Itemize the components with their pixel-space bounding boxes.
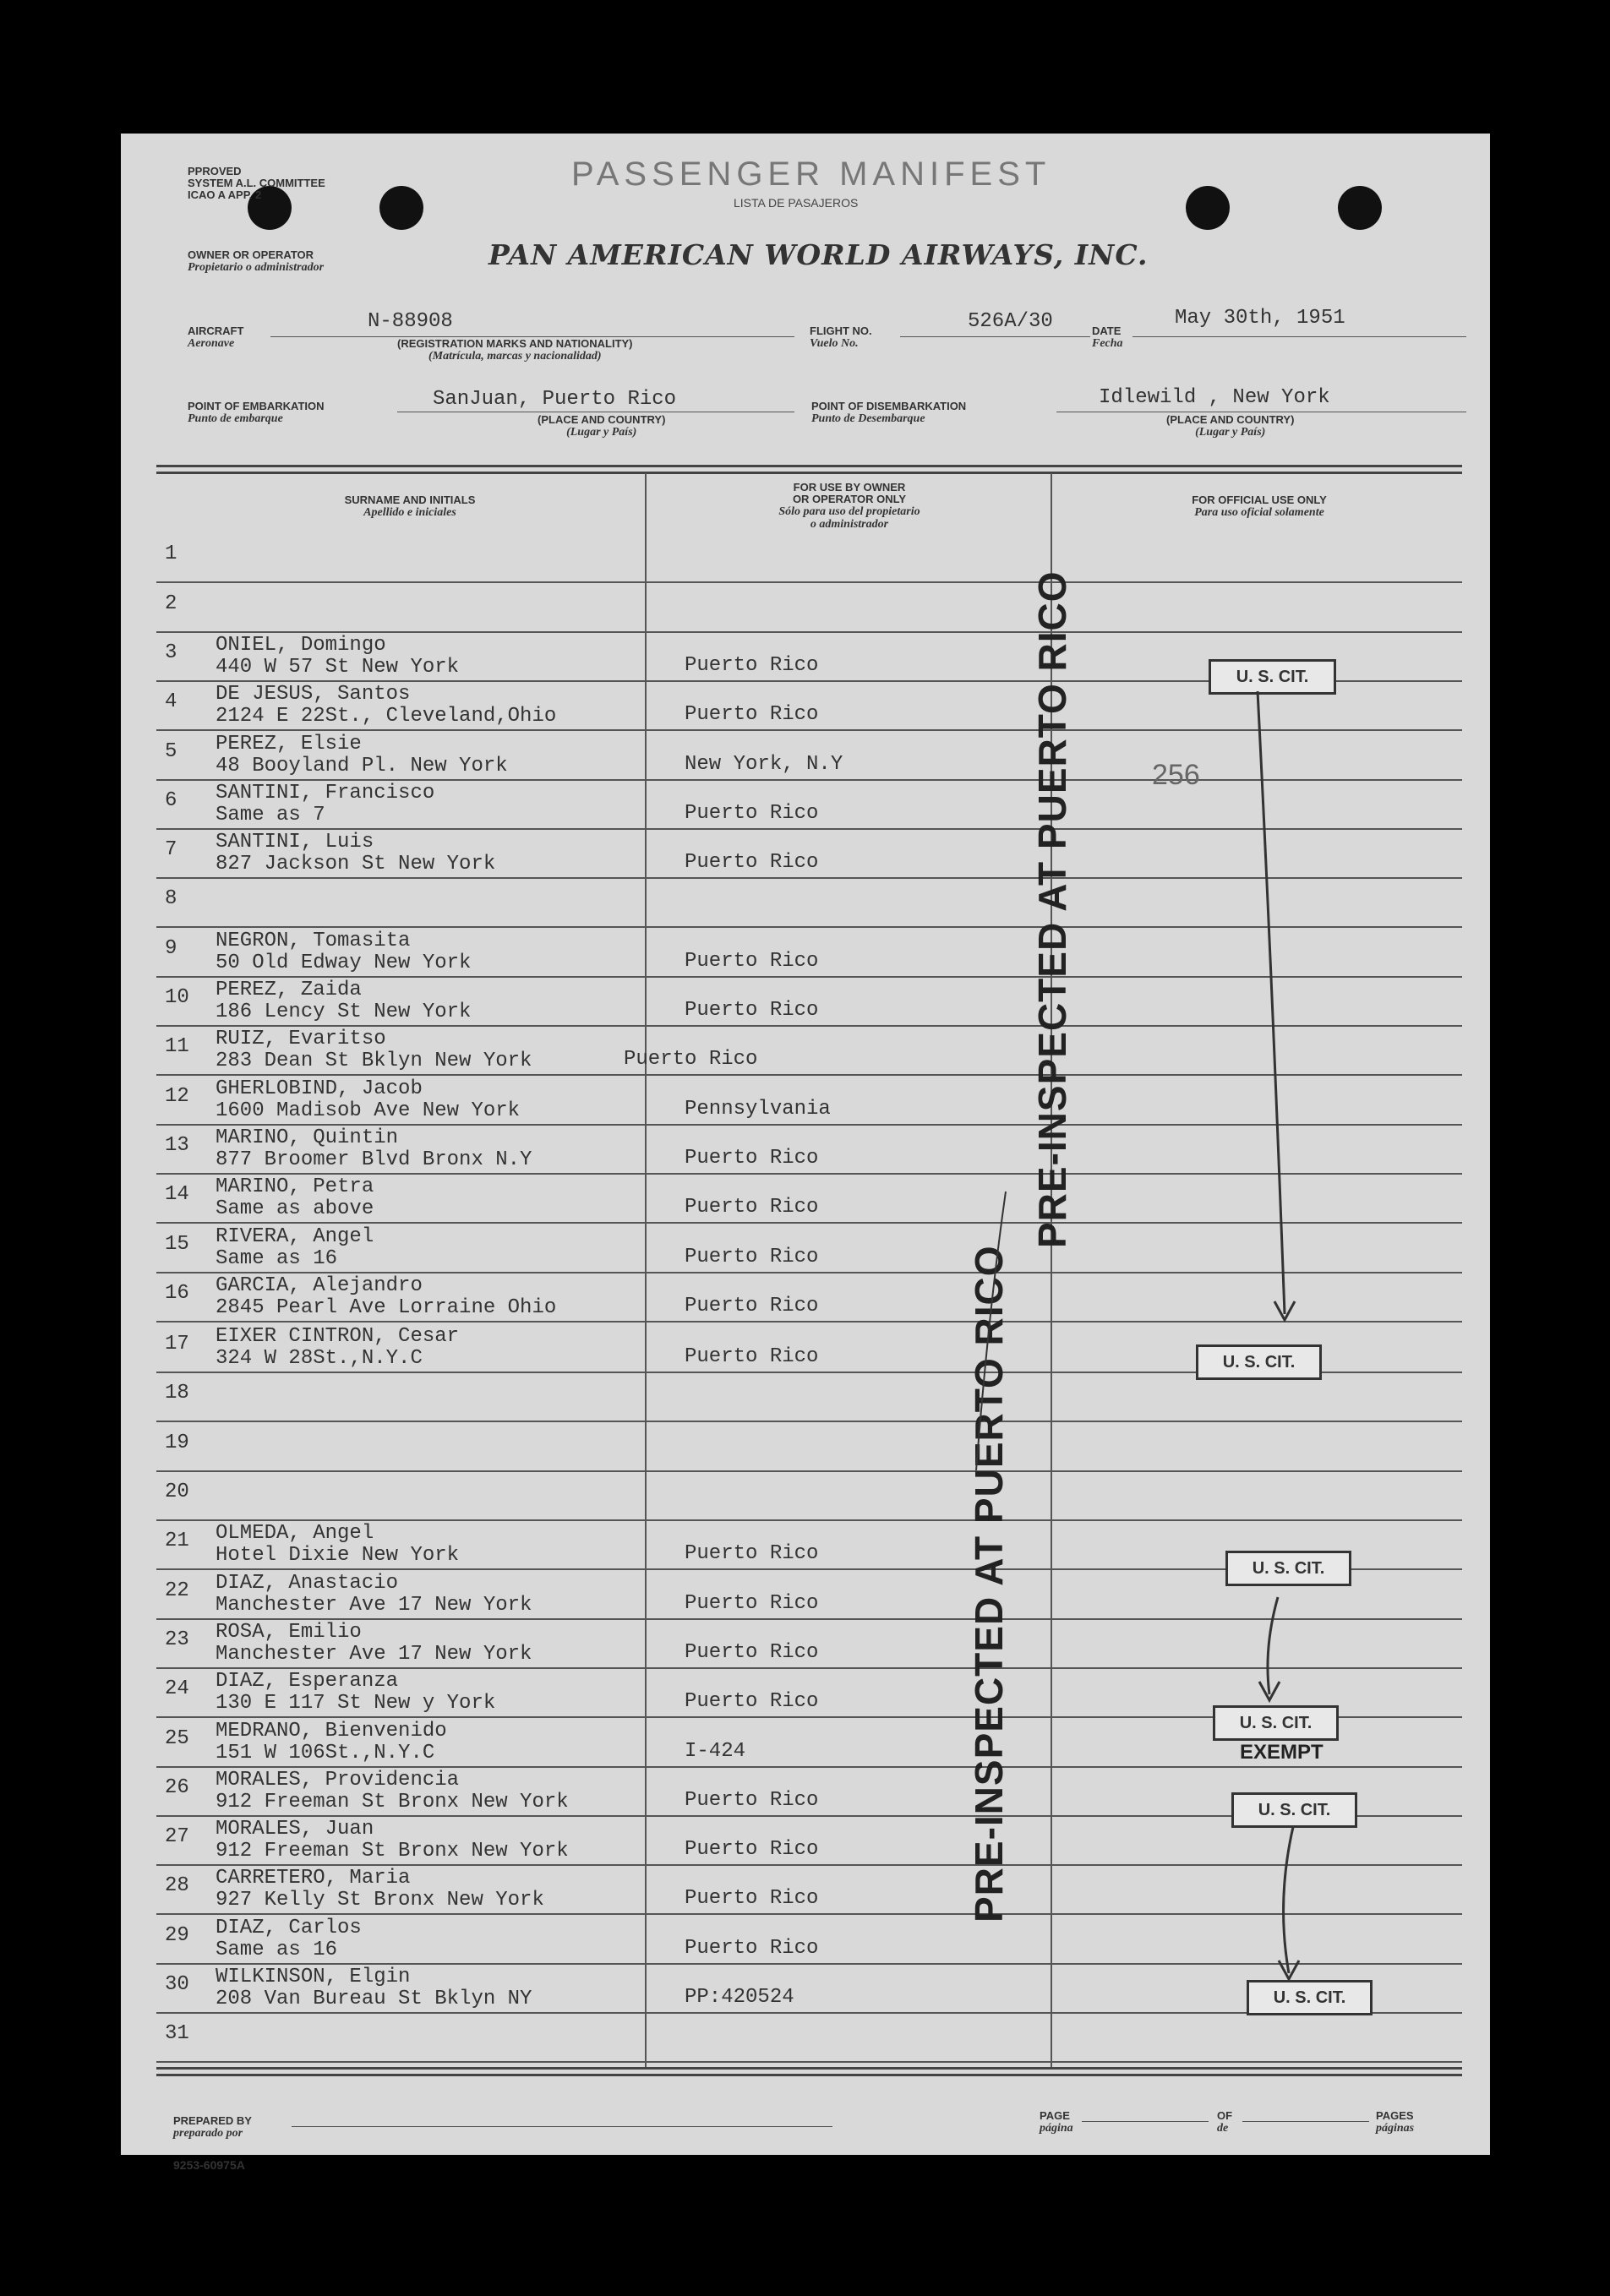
row-number: 31 bbox=[165, 2022, 189, 2045]
us-citizen-stamp: U. S. CIT. bbox=[1209, 659, 1336, 695]
passenger-address: Same as 7 bbox=[216, 804, 325, 826]
column-header-owner-es: Sólo para uso del propietario bbox=[778, 505, 920, 518]
row-number: 8 bbox=[165, 887, 177, 910]
passenger-origin: Puerto Rico bbox=[685, 1345, 819, 1368]
passenger-address: 2845 Pearl Ave Lorraine Ohio bbox=[216, 1296, 557, 1319]
exempt-stamp: EXEMPT bbox=[1240, 1741, 1323, 1764]
passenger-origin: Puerto Rico bbox=[685, 999, 819, 1022]
embark-label-es: Punto de embarque bbox=[188, 412, 283, 425]
prepared-by-label bbox=[173, 2115, 252, 2140]
preinspected-stamp: PRE-INSPECTED AT PUERTO RICO bbox=[1030, 570, 1074, 1248]
approval-line: SYSTEM A.L. COMMITTEE bbox=[188, 177, 325, 189]
passenger-name: SANTINI, Francisco bbox=[216, 782, 435, 804]
row-number: 13 bbox=[165, 1134, 189, 1157]
passenger-origin: Puerto Rico bbox=[685, 1295, 819, 1317]
column-header-owner-es: o administrador bbox=[810, 518, 889, 531]
preinspected-stamp: PRE-INSPECTED AT PUERTO RICO bbox=[967, 1245, 1011, 1922]
passenger-name: MORALES, Providencia bbox=[216, 1769, 460, 1792]
owner-label-en: OWNER OR OPERATOR bbox=[188, 248, 314, 261]
row-number: 3 bbox=[165, 641, 177, 664]
us-citizen-stamp: U. S. CIT. bbox=[1225, 1551, 1351, 1586]
passenger-name: NEGRON, Tomasita bbox=[216, 930, 411, 952]
passenger-address: 324 W 28St.,N.Y.C bbox=[216, 1347, 423, 1370]
passenger-origin: Puerto Rico bbox=[685, 654, 819, 677]
disembark-note-es: (Lugar y País) bbox=[1195, 426, 1266, 439]
embark-value: SanJuan, Puerto Rico bbox=[433, 388, 677, 411]
passenger-origin: PP:420524 bbox=[685, 1986, 794, 2009]
row-number: 18 bbox=[165, 1382, 189, 1404]
passenger-origin: Puerto Rico bbox=[624, 1048, 758, 1071]
passenger-origin: Puerto Rico bbox=[685, 950, 819, 973]
passenger-address: Hotel Dixie New York bbox=[216, 1544, 460, 1567]
passenger-origin: Puerto Rico bbox=[685, 1937, 819, 1960]
page-label-es: página bbox=[1040, 2122, 1073, 2135]
passenger-name: GHERLOBIND, Jacob bbox=[216, 1077, 423, 1100]
passenger-origin: I-424 bbox=[685, 1740, 746, 1763]
row-number: 30 bbox=[165, 1973, 189, 1996]
passenger-origin: Puerto Rico bbox=[685, 1592, 819, 1615]
row-number: 28 bbox=[165, 1874, 189, 1897]
passenger-name: CARRETERO, Maria bbox=[216, 1867, 411, 1890]
aircraft-label-es: Aeronave bbox=[188, 337, 235, 350]
passenger-origin: Puerto Rico bbox=[685, 1147, 819, 1170]
passenger-name: PEREZ, Zaida bbox=[216, 979, 362, 1001]
row-number: 6 bbox=[165, 789, 177, 812]
passenger-origin: Puerto Rico bbox=[685, 1887, 819, 1910]
passenger-name: DIAZ, Carlos bbox=[216, 1917, 362, 1939]
page-subtitle: LISTA DE PASAJEROS bbox=[734, 196, 859, 210]
row-number: 11 bbox=[165, 1035, 189, 1058]
owner-label-es: Propietario o administrador bbox=[188, 261, 325, 274]
form-number: 9253-60975A bbox=[173, 2158, 245, 2172]
column-header-owner-en: OR OPERATOR ONLY bbox=[792, 493, 907, 505]
date-label-es: Fecha bbox=[1092, 337, 1123, 350]
disembark-value: Idlewild , New York bbox=[1099, 386, 1330, 409]
passenger-origin: Puerto Rico bbox=[685, 802, 819, 825]
aircraft-note-es: (Matrícula, marcas y nacionalidad) bbox=[428, 350, 602, 363]
us-citizen-stamp: U. S. CIT. bbox=[1213, 1705, 1339, 1741]
pages-label bbox=[1376, 2110, 1414, 2135]
passenger-origin: Puerto Rico bbox=[685, 1196, 819, 1219]
date-label-en: DATE bbox=[1092, 324, 1122, 337]
passenger-address: Same as 16 bbox=[216, 1247, 338, 1270]
row-number: 19 bbox=[165, 1432, 189, 1454]
passenger-address: 283 Dean St Bklyn New York bbox=[216, 1050, 532, 1072]
row-number: 4 bbox=[165, 690, 177, 713]
row-number: 12 bbox=[165, 1085, 189, 1108]
aircraft-note-en: (REGISTRATION MARKS AND NATIONALITY) bbox=[397, 337, 633, 350]
date-value: May 30th, 1951 bbox=[1175, 307, 1345, 330]
column-header-official-en: FOR OFFICIAL USE ONLY bbox=[1192, 494, 1327, 506]
row-number: 5 bbox=[165, 740, 177, 763]
passenger-origin: Puerto Rico bbox=[685, 1690, 819, 1713]
row-number: 10 bbox=[165, 986, 189, 1009]
passenger-name: DIAZ, Anastacio bbox=[216, 1572, 399, 1595]
passenger-address: 1600 Madisob Ave New York bbox=[216, 1099, 521, 1122]
passenger-name: ROSA, Emilio bbox=[216, 1621, 362, 1644]
row-number: 16 bbox=[165, 1282, 189, 1305]
flight-label-en: FLIGHT NO. bbox=[810, 324, 872, 337]
airline-name: PAN AMERICAN WORLD AIRWAYS, INC. bbox=[488, 238, 1149, 271]
passenger-name: MARINO, Quintin bbox=[216, 1126, 399, 1149]
passenger-name: WILKINSON, Elgin bbox=[216, 1966, 411, 1988]
passenger-address: 208 Van Bureau St Bklyn NY bbox=[216, 1988, 532, 2010]
us-citizen-stamp: U. S. CIT. bbox=[1247, 1980, 1373, 2015]
passenger-origin: Puerto Rico bbox=[685, 703, 819, 726]
passenger-name: DIAZ, Esperanza bbox=[216, 1670, 399, 1693]
of-label-en: OF bbox=[1217, 2109, 1233, 2122]
embark-note-en: (PLACE AND COUNTRY) bbox=[538, 413, 666, 426]
row-number: 29 bbox=[165, 1924, 189, 1947]
flight-label-es: Vuelo No. bbox=[810, 337, 859, 350]
of-label-es: de bbox=[1217, 2122, 1229, 2135]
approval-line: PPROVED bbox=[188, 165, 242, 177]
prepared-by-es: preparado por bbox=[173, 2127, 243, 2140]
page-label-en: PAGE bbox=[1040, 2109, 1070, 2122]
disembark-label-en: POINT OF DISEMBARKATION bbox=[811, 400, 967, 412]
row-number: 1 bbox=[165, 543, 177, 565]
passenger-name: SANTINI, Luis bbox=[216, 831, 374, 854]
disembark-label-es: Punto de Desembarque bbox=[811, 412, 925, 425]
passenger-name: MORALES, Juan bbox=[216, 1818, 374, 1841]
passenger-name: MEDRANO, Bienvenido bbox=[216, 1720, 447, 1742]
row-number: 26 bbox=[165, 1776, 189, 1799]
row-number: 17 bbox=[165, 1333, 189, 1355]
passenger-origin: Pennsylvania bbox=[685, 1098, 831, 1121]
page-title: PASSENGER MANIFEST bbox=[571, 155, 1051, 193]
passenger-origin: Puerto Rico bbox=[685, 1246, 819, 1268]
passenger-name: RUIZ, Evaritso bbox=[216, 1028, 386, 1050]
column-header-official-es: Para uso oficial solamente bbox=[1194, 506, 1324, 519]
passenger-address: Manchester Ave 17 New York bbox=[216, 1594, 532, 1617]
row-number: 15 bbox=[165, 1233, 189, 1256]
aircraft-label-en: AIRCRAFT bbox=[188, 324, 244, 337]
column-header-owner-en: FOR USE BY OWNER bbox=[793, 481, 906, 494]
passenger-address: 130 E 117 St New y York bbox=[216, 1692, 496, 1715]
us-citizen-stamp: U. S. CIT. bbox=[1231, 1792, 1357, 1828]
flight-value: 526A/30 bbox=[968, 310, 1053, 333]
passenger-address: 186 Lency St New York bbox=[216, 1001, 472, 1023]
passenger-address: 927 Kelly St Bronx New York bbox=[216, 1889, 544, 1912]
passenger-address: 2124 E 22St., Cleveland,Ohio bbox=[216, 705, 557, 728]
passenger-address: 151 W 106St.,N.Y.C bbox=[216, 1742, 435, 1764]
pages-label-es: páginas bbox=[1376, 2122, 1415, 2135]
row-number: 24 bbox=[165, 1677, 189, 1700]
passenger-address: Manchester Ave 17 New York bbox=[216, 1643, 532, 1666]
page-label bbox=[1040, 2110, 1073, 2135]
passenger-address: Same as above bbox=[216, 1197, 374, 1220]
column-header-name-en: SURNAME AND INITIALS bbox=[344, 494, 476, 506]
passenger-origin: Puerto Rico bbox=[685, 1789, 819, 1812]
passenger-name: PEREZ, Elsie bbox=[216, 733, 362, 755]
passenger-address: Same as 16 bbox=[216, 1939, 338, 1961]
row-number: 7 bbox=[165, 838, 177, 861]
of-label bbox=[1217, 2110, 1232, 2135]
prepared-by-en: PREPARED BY bbox=[173, 2114, 252, 2127]
passenger-origin: New York, N.Y bbox=[685, 753, 843, 776]
passenger-name: GARCIA, Alejandro bbox=[216, 1274, 423, 1297]
passenger-origin: Puerto Rico bbox=[685, 1838, 819, 1861]
passenger-address: 440 W 57 St New York bbox=[216, 656, 460, 679]
pages-label-en: PAGES bbox=[1376, 2109, 1414, 2122]
row-number: 23 bbox=[165, 1628, 189, 1651]
approval-line: ICAO A APP. 2 bbox=[188, 188, 262, 201]
passenger-name: OLMEDA, Angel bbox=[216, 1522, 374, 1545]
column-header-name-es: Apellido e iniciales bbox=[363, 506, 456, 519]
passenger-address: 912 Freeman St Bronx New York bbox=[216, 1791, 569, 1813]
passenger-origin: Puerto Rico bbox=[685, 1542, 819, 1565]
passenger-name: ONIEL, Domingo bbox=[216, 634, 386, 657]
row-number: 25 bbox=[165, 1727, 189, 1750]
passenger-name: MARINO, Petra bbox=[216, 1175, 374, 1198]
passenger-origin: Puerto Rico bbox=[685, 851, 819, 874]
aircraft-value: N-88908 bbox=[368, 310, 453, 333]
official-number: 256 bbox=[1152, 759, 1200, 791]
row-number: 21 bbox=[165, 1530, 189, 1552]
disembark-note-en: (PLACE AND COUNTRY) bbox=[1166, 413, 1295, 426]
passenger-address: 912 Freeman St Bronx New York bbox=[216, 1840, 569, 1862]
passenger-address: 877 Broomer Blvd Bronx N.Y bbox=[216, 1148, 532, 1171]
row-number: 27 bbox=[165, 1825, 189, 1848]
embark-label-en: POINT OF EMBARKATION bbox=[188, 400, 325, 412]
passenger-name: RIVERA, Angel bbox=[216, 1225, 374, 1248]
row-number: 9 bbox=[165, 937, 177, 960]
passenger-address: 50 Old Edway New York bbox=[216, 952, 472, 974]
passenger-origin: Puerto Rico bbox=[685, 1641, 819, 1664]
passenger-name: EIXER CINTRON, Cesar bbox=[216, 1325, 460, 1348]
passenger-address: 827 Jackson St New York bbox=[216, 853, 496, 875]
row-number: 22 bbox=[165, 1579, 189, 1602]
row-number: 2 bbox=[165, 592, 177, 615]
passenger-address: 48 Booyland Pl. New York bbox=[216, 755, 508, 777]
passenger-name: DE JESUS, Santos bbox=[216, 683, 411, 706]
us-citizen-stamp: U. S. CIT. bbox=[1196, 1344, 1322, 1380]
row-number: 20 bbox=[165, 1481, 189, 1503]
embark-note-es: (Lugar y País) bbox=[566, 426, 637, 439]
row-number: 14 bbox=[165, 1183, 189, 1206]
